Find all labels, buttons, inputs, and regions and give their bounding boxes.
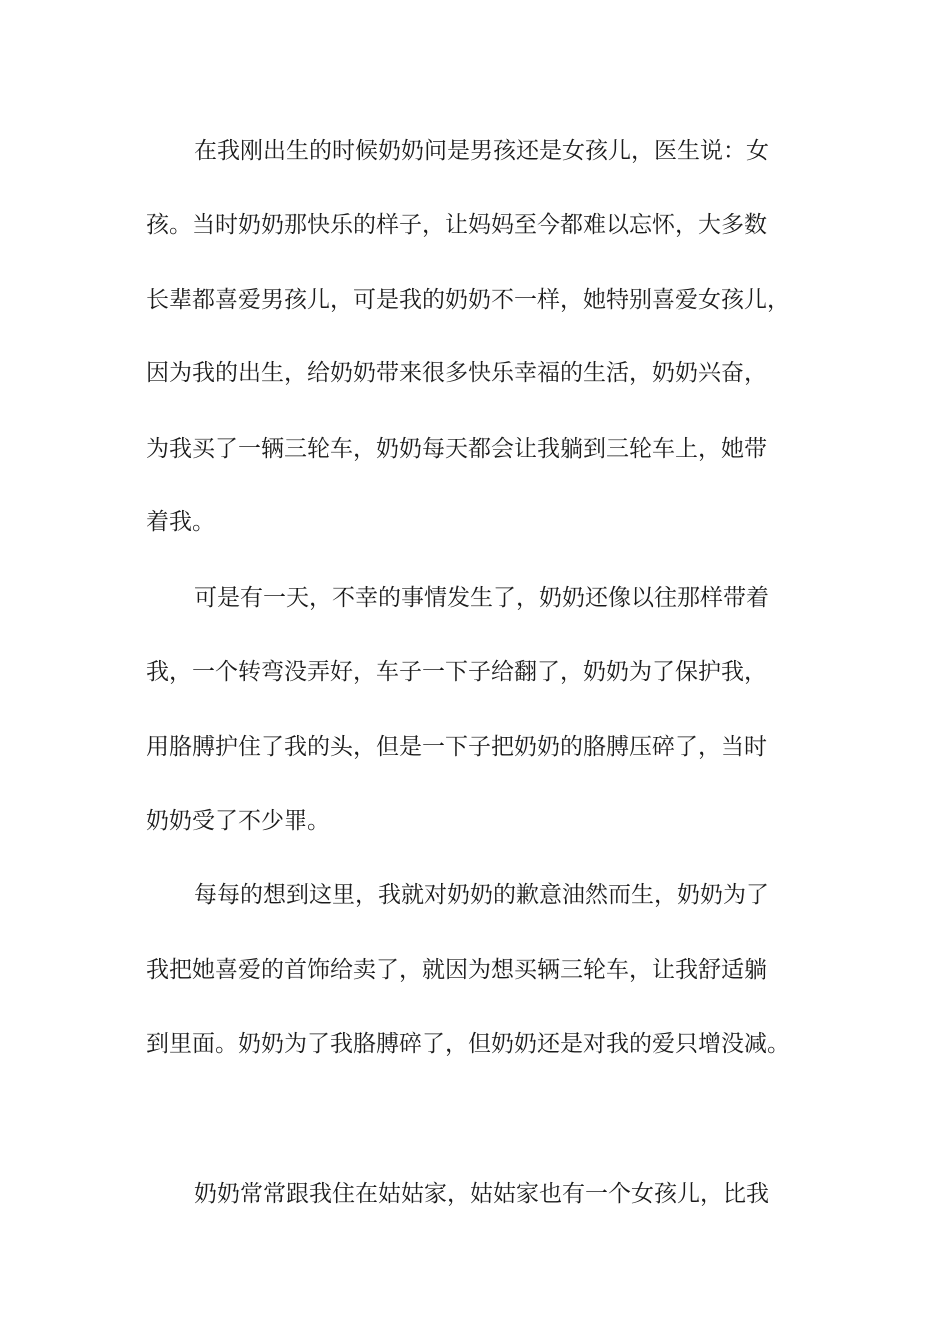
paragraph-1-line-2: 孩。当时奶奶那快乐的样子，让妈妈至今都难以忘怀，大多数 [146, 212, 767, 238]
paragraph-1-line-6: 着我。 [146, 509, 215, 535]
paragraph-2-line-4: 奶奶受了不少罪。 [146, 808, 330, 834]
paragraph-4-line-1: 奶奶常常跟我住在姑姑家，姑姑家也有一个女孩儿，比我 [194, 1181, 769, 1207]
paragraph-3-line-1: 每每的想到这里，我就对奶奶的歉意油然而生，奶奶为了 [194, 882, 769, 908]
paragraph-3-line-3: 到里面。奶奶为了我胳膊碎了，但奶奶还是对我的爱只增没减。 [146, 1031, 790, 1057]
paragraph-1-line-4: 因为我的出生，给奶奶带来很多快乐幸福的生活，奶奶兴奋， [146, 360, 767, 386]
paragraph-2-line-2: 我，一个转弯没弄好，车子一下子给翻了，奶奶为了保护我， [146, 659, 767, 685]
paragraph-2-line-1: 可是有一天，不幸的事情发生了，奶奶还像以往那样带着 [194, 585, 769, 611]
paragraph-1-line-1: 在我刚出生的时候奶奶问是男孩还是女孩儿，医生说：女 [194, 138, 769, 164]
paragraph-1-line-5: 为我买了一辆三轮车，奶奶每天都会让我躺到三轮车上，她带 [146, 436, 767, 462]
paragraph-3-line-2: 我把她喜爱的首饰给卖了，就因为想买辆三轮车，让我舒适躺 [146, 957, 767, 983]
paragraph-2-line-3: 用胳膊护住了我的头，但是一下子把奶奶的胳膊压碎了，当时 [146, 734, 767, 760]
paragraph-1-line-3: 长辈都喜爱男孩儿，可是我的奶奶不一样，她特别喜爱女孩儿， [146, 287, 790, 313]
